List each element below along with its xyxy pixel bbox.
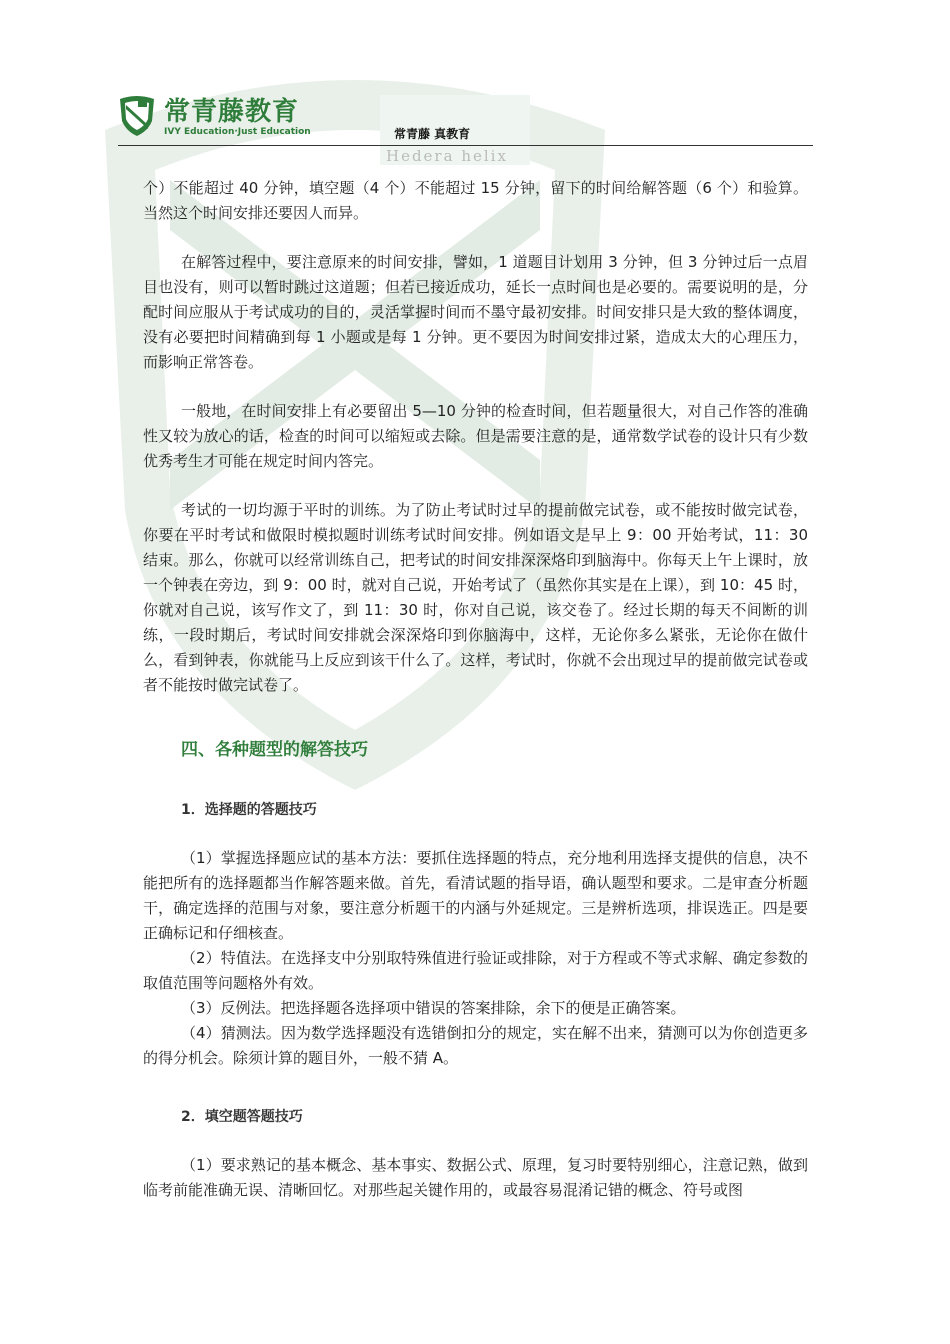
paragraph-memorize: （1）要求熟记的基本概念、基本事实、数据公式、原理，复习时要特别细心，注意记熟，做到临考前能准确无误、清晰回忆。对那些起关键作用的，或最容易混淆记错的概念、符号或图 [143,1156,808,1199]
paragraph-time-adjustment: 在解答过程中，要注意原来的时间安排，譬如，1 道题目计划用 3 分钟，但 3 分钟过后一点眉目也没有，则可以暂时跳过这道题；但若已接近成功，延长一点时间也是必要的。需要说明的是，分配时间应服从于考试成功的目的，灵活掌握时间而不墨守最初安排。时间安排只是大致的整体调度，没有必要把时间精确到每 1 小题或是每 1 分钟。更不要因为时间安排过紧，造成太大的心理压力，而影响正常答卷。 [143,253,808,371]
paragraph-guessing: （4）猜测法。因为数学选择题没有选错倒扣分的规定，实在解不出来，猜测可以为你创造更多的得分机会。除须计算的题目外，一般不猜 A。 [143,1024,808,1067]
paragraph-check-time: 一般地，在时间安排上有必要留出 5—10 分钟的检查时间，但若题量很大，对自己作答的准确性又较为放心的话，检查的时间可以缩短或去除。但是需要注意的是，通常数学试卷的设计只有少数优秀考生才可能在规定时间内答完。 [143,402,808,470]
header-slogan: 常青藤 真教育 [394,127,471,141]
subheading-fill-blank: 2．填空题答题技巧 [181,1109,303,1125]
subheading-multiple-choice: 1．选择题的答题技巧 [181,802,317,818]
paragraph-daily-training: 考试的一切均源于平时的训练。为了防止考试时过早的提前做完试卷，或不能按时做完试卷，你要在平时考试和做限时模拟题时训练考试时间安排。例如语文是早上 9：00 开始考试，11：30 结束。那么，你就可以经常训练自己，把考试的时间安排深深烙印到脑海中。你每天上午上课时，放一个钟表在旁边，到 9：00 时，就对自己说，开始考试了（虽然你其实是在上课），到 10：45 时，你就对自己说，该写作文了，到 11：30 时，你对自己说，该交卷了。经过长期的每天不间断的训练，一段时期后，考试时间安排就会深深烙印到你脑海中，这样，无论你多么紧张，无论你在做什么，看到钟表，你就能马上反应到该干什么了。这样，考试时，你就不会出现过早的提前做完试卷或者不能按时做完试卷了。 [143,501,808,694]
paragraph-counterexample: （3）反例法。把选择题各选择项中错误的答案排除，余下的便是正确答案。 [181,999,686,1017]
logo-chinese-name: 常青藤教育 [164,97,300,127]
watermark-latin-motto: Hedera helix [386,147,508,165]
paragraph-time-limits: 个）不能超过 40 分钟，填空题（4 个）不能超过 15 分钟，留下的时间给解答题（6 个）和验算。当然这个时间安排还要因人而异。 [143,179,808,222]
shield-logo-icon [118,95,156,137]
logo-english-name: IVY Education·Just Education [164,127,311,137]
section-heading-4: 四、各种题型的解答技巧 [181,740,368,760]
paragraph-choice-method: （1）掌握选择题应试的基本方法：要抓住选择题的特点，充分地利用选择支提供的信息，决不能把所有的选择题都当作解答题来做。首先，看清试题的指导语，确认题型和要求。二是审查分析题干，确定选择的范围与对象，要注意分析题干的内涵与外延规定。三是辨析选项，排误选正。四是要正确标记和仔细核查。 [143,849,808,942]
paragraph-special-value: （2）特值法。在选择支中分别取特殊值进行验证或排除，对于方程或不等式求解、确定参数的取值范围等问题格外有效。 [143,949,808,992]
document-body [143,176,808,1203]
page-header [118,95,813,165]
